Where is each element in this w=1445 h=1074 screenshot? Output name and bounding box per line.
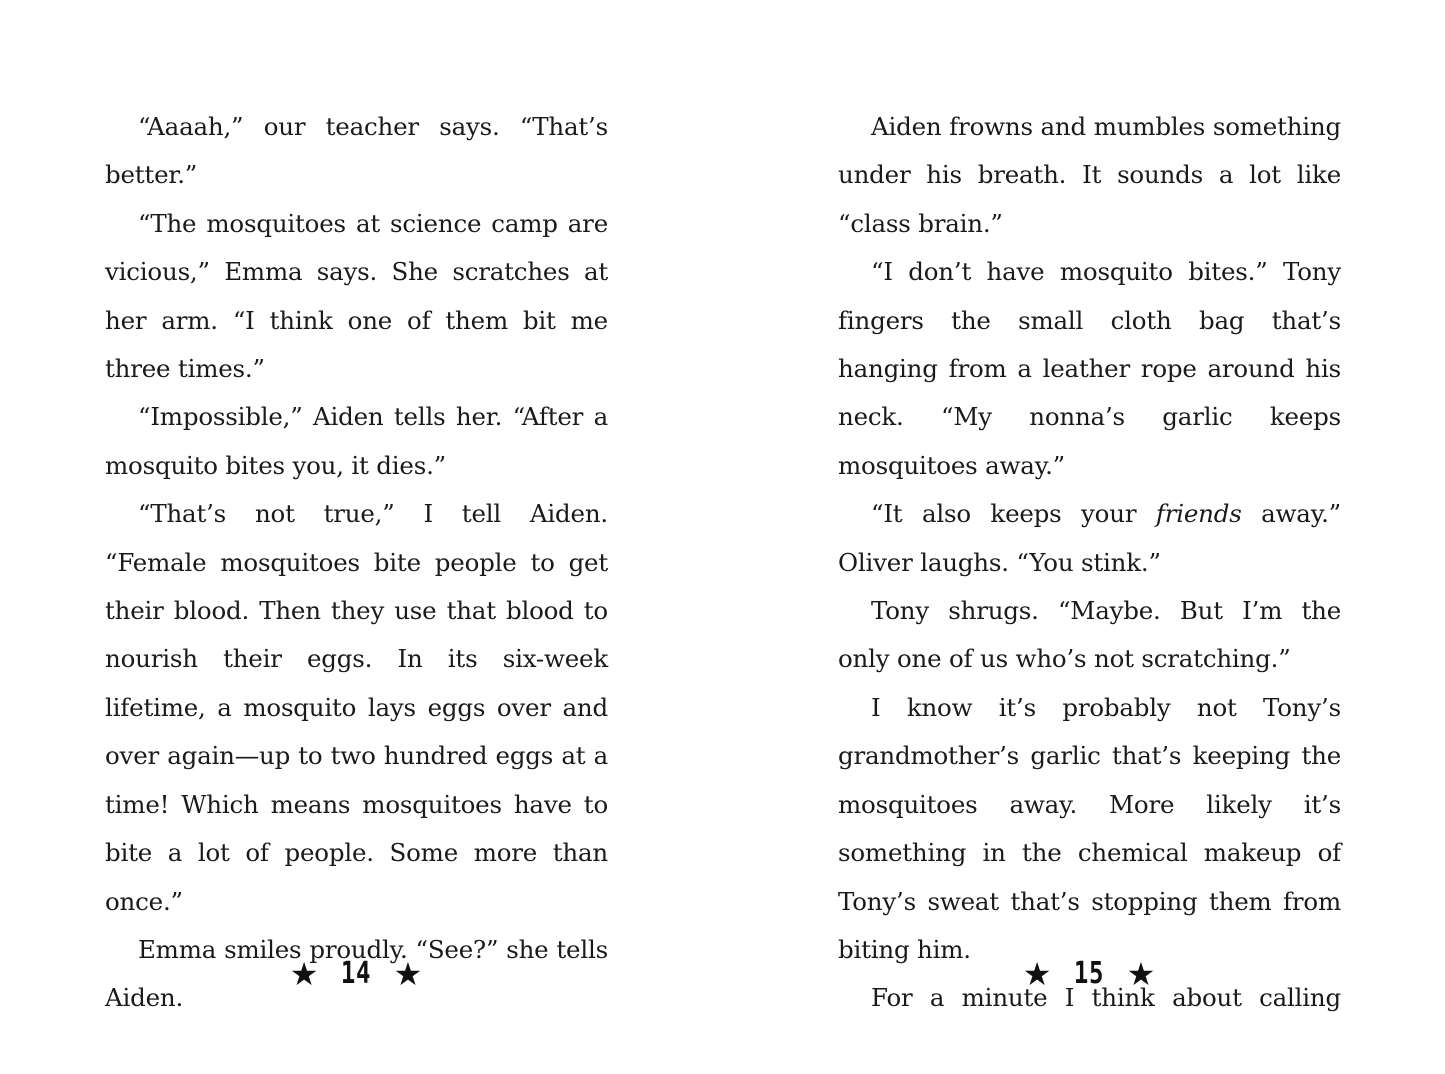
page-number: 14 bbox=[341, 956, 372, 991]
left-page-folio bbox=[105, 956, 608, 991]
paragraph: “The mosquitoes at science camp are vicious,” Emma says. She scratches at her arm. “I think one of them bit me three times.” bbox=[105, 208, 608, 384]
paragraph: Aiden frowns and mumbles something under his breath. It sounds a lot like “class brain.” bbox=[838, 112, 1341, 238]
star-icon: ★ bbox=[1022, 954, 1053, 993]
star-icon: ★ bbox=[1126, 954, 1157, 993]
right-page bbox=[838, 103, 1341, 1023]
star-icon: ★ bbox=[289, 954, 320, 993]
paragraph: “That’s not true,” I tell Aiden. “Female mosquitoes bite people to get their blood. Then they use that blood to nourish their eggs. In its six-week lifetime, a mosquito lays eggs over and over again—up to two hundred eggs at a time! Which means mosquitoes have to bite a lot of people. Some more than once.” bbox=[105, 499, 608, 916]
emphasized-word: friends bbox=[1155, 499, 1242, 529]
paragraph: “Impossible,” Aiden tells her. “After a mosquito bites you, it dies.” bbox=[105, 402, 608, 480]
paragraph: Tony shrugs. “Maybe. But I’m the only one of us who’s not scratching.” bbox=[838, 596, 1341, 674]
right-page-folio bbox=[838, 956, 1341, 991]
paragraph: For a minute I think about calling bbox=[871, 983, 1341, 1013]
left-page bbox=[105, 103, 608, 1023]
paragraph: Emma smiles proudly. “See?” she tells Aiden. bbox=[105, 934, 608, 1013]
paragraph bbox=[838, 490, 1341, 587]
paragraph: I know it’s probably not Tony’s grandmother’s garlic that’s keeping the mosquitoes away. More likely it’s something in the chemical makeup of Tony’s sweat that’s stopping them from biting him. bbox=[838, 692, 1341, 964]
paragraph: “Aaaah,” our teacher says. “That’s better.” bbox=[105, 112, 608, 190]
left-page-text bbox=[105, 103, 608, 1023]
paragraph-text: away.” Oliver laughs. “You stink.” bbox=[838, 499, 1341, 577]
paragraph-text: “It also keeps your bbox=[871, 499, 1156, 529]
star-icon: ★ bbox=[393, 954, 424, 993]
page-number: 15 bbox=[1074, 956, 1105, 991]
paragraph: “I don’t have mosquito bites.” Tony fingers the small cloth bag that’s hanging from a leather rope around his neck. “My nonna’s garlic keeps mosquitoes away.” bbox=[838, 257, 1341, 480]
right-page-text bbox=[838, 103, 1341, 1023]
